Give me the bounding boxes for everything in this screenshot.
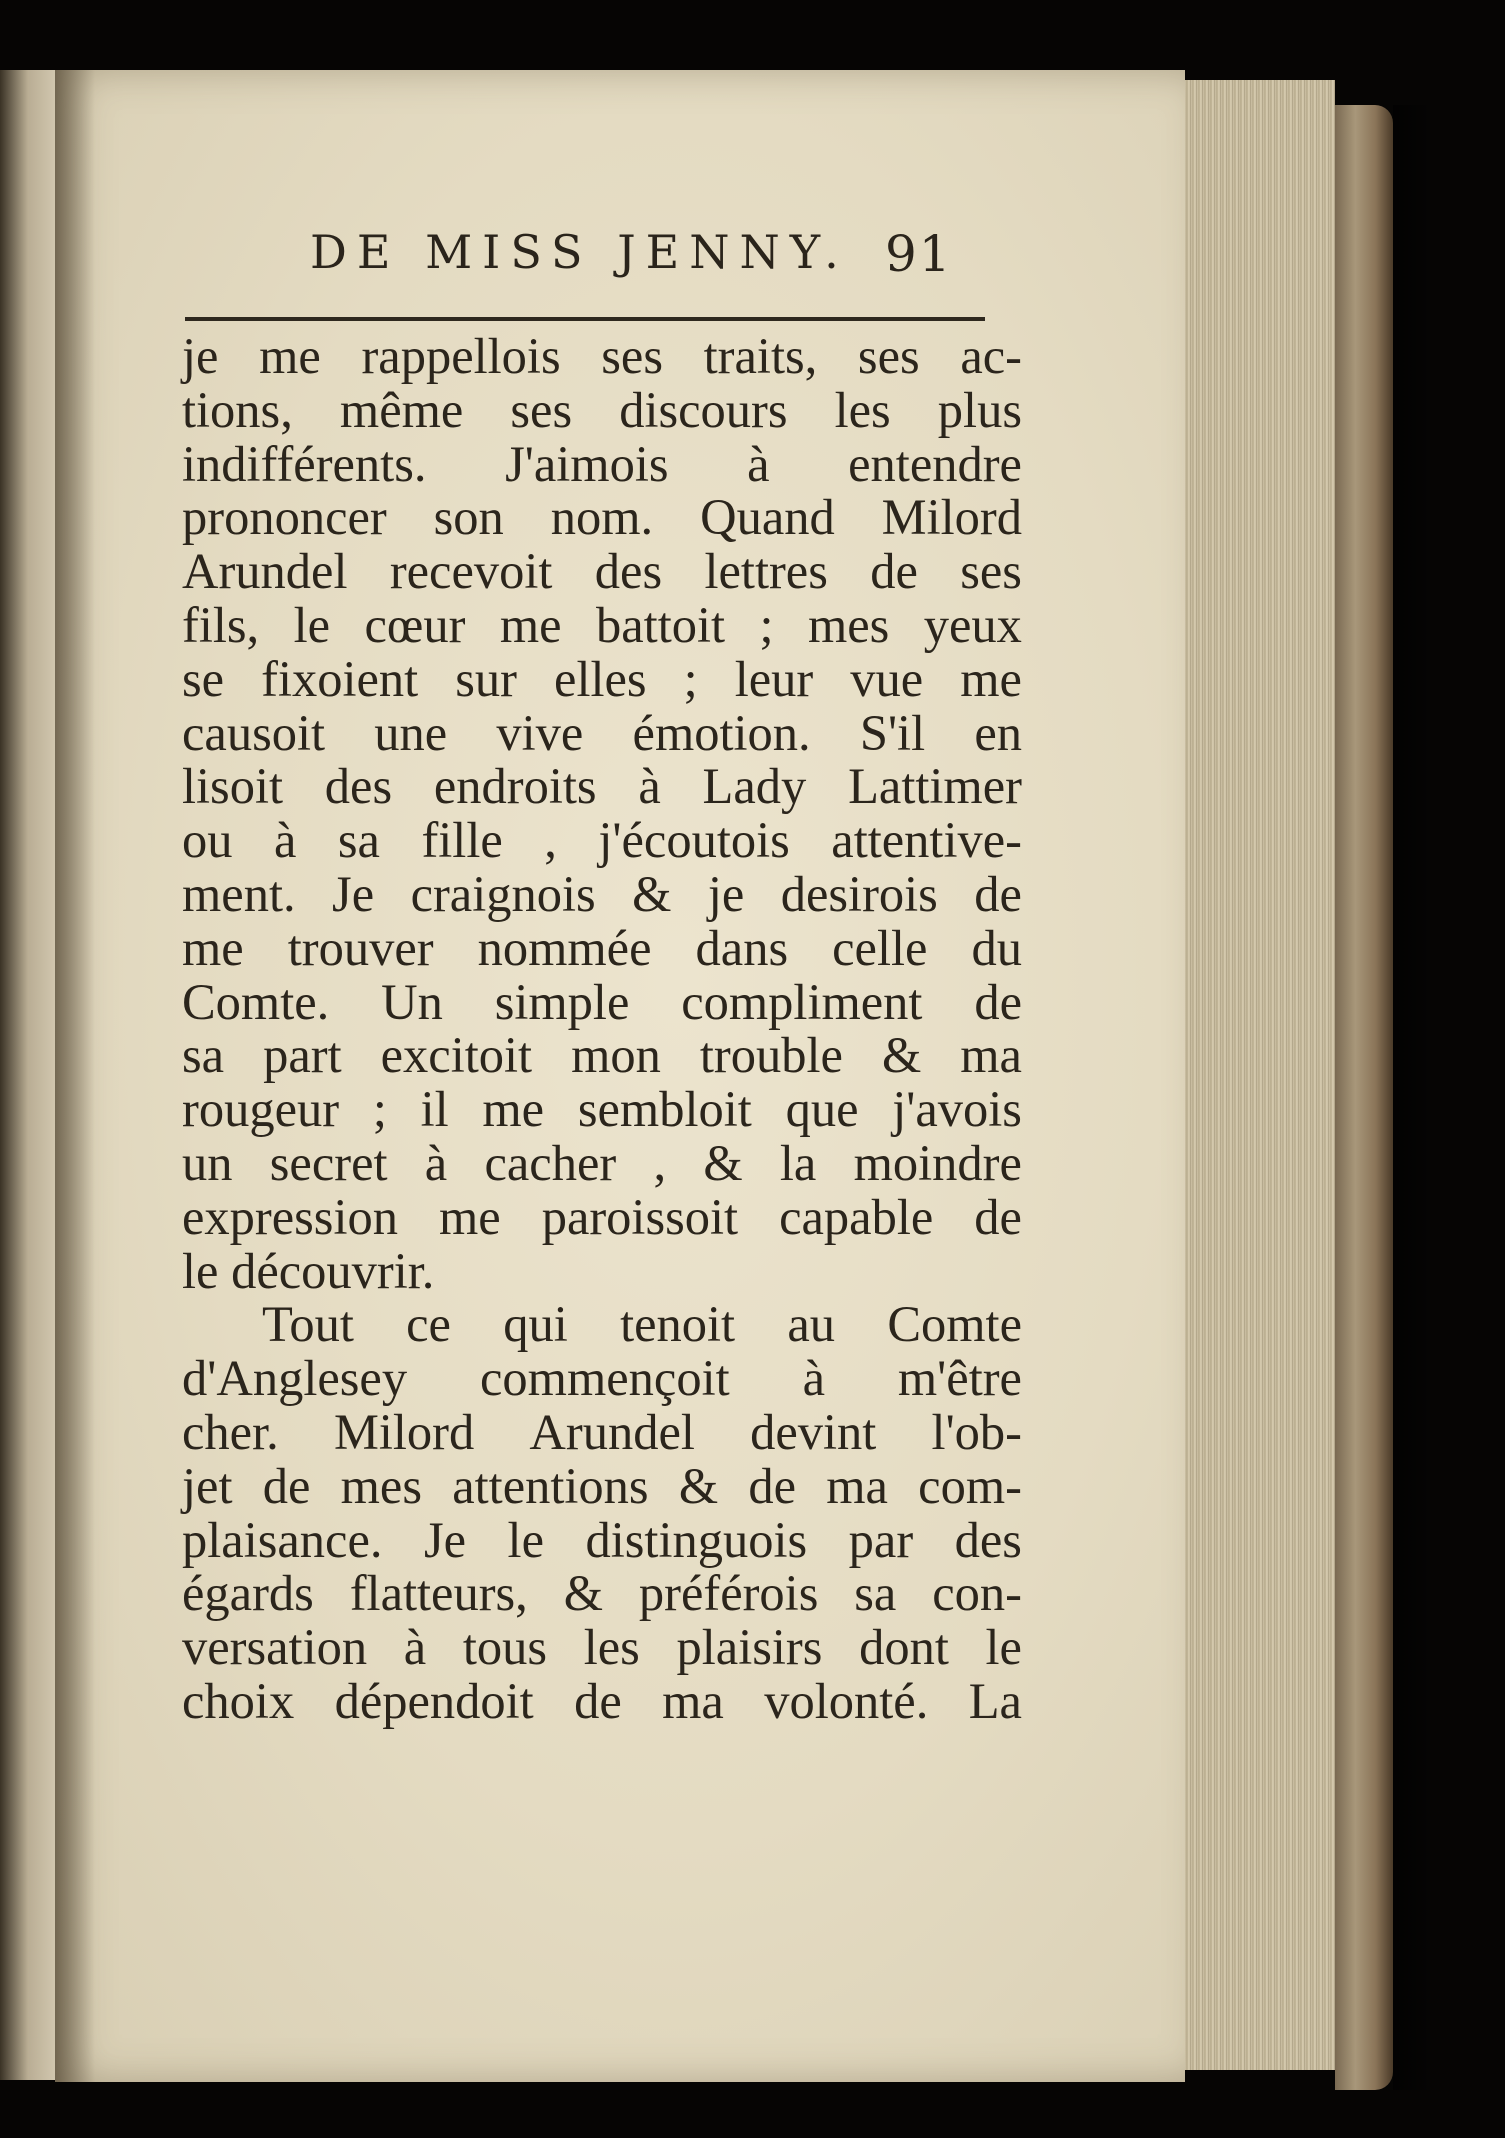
word: un — [182, 1134, 233, 1191]
word: commençoit — [480, 1350, 730, 1407]
word: ses — [510, 381, 573, 438]
text-line — [182, 1511, 1022, 1568]
word: Lady — [702, 758, 807, 815]
word: fille — [421, 812, 503, 869]
text-line — [182, 1621, 1022, 1675]
word: me — [960, 650, 1022, 707]
word: sur — [455, 650, 517, 707]
word: de — [870, 543, 918, 600]
text-line — [182, 865, 1022, 922]
running-title: DE MISS JENNY. — [310, 225, 849, 279]
word: volonté. — [764, 1672, 929, 1729]
word: tions, — [182, 381, 293, 438]
word: ma — [662, 1672, 724, 1729]
word: S'il — [859, 704, 926, 761]
word: dans — [695, 919, 789, 976]
word: de — [974, 865, 1022, 922]
word: qui — [503, 1296, 568, 1353]
word: sa — [337, 812, 380, 869]
text-line — [182, 545, 1022, 599]
word: & — [703, 1134, 743, 1191]
word: émotion. — [632, 704, 811, 761]
word: Arundel — [182, 543, 348, 600]
word: celle — [832, 919, 928, 976]
word: devint — [750, 1403, 877, 1460]
word: desirois — [780, 865, 938, 922]
word: distinguois — [585, 1511, 808, 1568]
word: J'aimois — [505, 435, 669, 492]
word: vue — [850, 650, 924, 707]
text-line — [182, 1029, 1022, 1083]
word: flatteurs, — [349, 1565, 528, 1622]
word: prononcer — [182, 489, 387, 546]
word: yeux — [923, 596, 1022, 653]
word: craignois — [410, 865, 596, 922]
word: il — [420, 1081, 449, 1138]
word: Un — [381, 973, 443, 1030]
word: m'être — [897, 1350, 1022, 1407]
word: d'Anglesey — [182, 1350, 408, 1407]
word: mon — [571, 1027, 661, 1084]
word: mes — [807, 596, 890, 653]
word: les — [583, 1619, 640, 1676]
word: égards — [182, 1565, 314, 1622]
word: causoit — [182, 704, 326, 761]
text-line — [182, 491, 1022, 545]
word: de — [974, 973, 1022, 1030]
word: vive — [496, 704, 584, 761]
word: Milord — [333, 1403, 475, 1460]
word: en — [974, 704, 1022, 761]
word: à — [273, 812, 297, 869]
word: ; — [759, 596, 774, 653]
word: tous — [462, 1619, 548, 1676]
word: le — [985, 1619, 1022, 1676]
word: nommée — [477, 919, 652, 976]
word: me — [182, 919, 244, 976]
word: les — [834, 381, 891, 438]
word: plaisirs — [676, 1619, 823, 1676]
word: Arundel — [529, 1403, 695, 1460]
word: même — [339, 381, 464, 438]
text-line — [182, 1188, 1022, 1245]
word: versation — [182, 1619, 368, 1676]
word: ; — [372, 1081, 387, 1138]
word: Quand — [700, 489, 835, 546]
word: con- — [932, 1565, 1022, 1622]
word: la — [779, 1134, 817, 1191]
word: discours — [619, 381, 788, 438]
word: j'écoutois — [598, 812, 790, 869]
word: le — [293, 596, 331, 653]
word: jet — [182, 1457, 233, 1514]
word: me — [259, 328, 321, 384]
text-line — [182, 814, 1022, 868]
word: ment. — [182, 865, 296, 922]
text-line — [182, 1298, 1022, 1352]
word: cacher — [484, 1134, 617, 1191]
word: recevoit — [389, 543, 553, 600]
word: traits, — [703, 328, 818, 384]
word: moindre — [853, 1134, 1022, 1191]
word: j'avois — [892, 1081, 1022, 1138]
word: de — [262, 1457, 311, 1514]
word: com- — [918, 1457, 1022, 1514]
word: trouble — [699, 1027, 843, 1084]
word: paroissoit — [541, 1188, 739, 1245]
word: sa — [182, 1027, 225, 1084]
word: ou — [182, 812, 233, 869]
text-line — [182, 1567, 1022, 1621]
text-line — [182, 919, 1022, 976]
text-line — [182, 1134, 1022, 1191]
word: dont — [859, 1619, 949, 1676]
word: me — [438, 1188, 501, 1245]
word: attentions — [452, 1457, 649, 1514]
word: ses — [601, 328, 663, 384]
word: sembloit — [577, 1081, 752, 1138]
word: à — [747, 435, 770, 492]
word: des — [324, 758, 393, 815]
running-head — [0, 225, 1505, 295]
word: part — [263, 1027, 342, 1084]
word: à — [802, 1350, 825, 1407]
word: à — [424, 1134, 448, 1191]
word: plaisance. — [182, 1511, 383, 1568]
word: par — [848, 1511, 914, 1568]
page-gutter-shadow — [55, 70, 95, 2082]
word: ac- — [960, 328, 1022, 384]
word: Je — [423, 1511, 467, 1568]
word: ; — [683, 650, 698, 707]
word: Tout — [262, 1296, 354, 1353]
word: simple — [494, 973, 630, 1030]
word: des — [594, 543, 663, 600]
word: mes — [340, 1457, 422, 1514]
word: , — [544, 812, 557, 869]
text-line — [182, 596, 1022, 653]
text-line — [182, 650, 1022, 707]
text-line — [182, 973, 1022, 1030]
header-rule — [185, 317, 985, 321]
word: expression — [182, 1188, 398, 1245]
word: à — [638, 758, 661, 815]
word: rougeur — [182, 1081, 340, 1138]
book-binding — [1335, 105, 1393, 2090]
word: ma — [960, 1027, 1022, 1084]
word: lettres — [704, 543, 828, 600]
text-line: le découvrir. — [182, 1242, 435, 1299]
word: tenoit — [620, 1296, 736, 1353]
word: sa — [854, 1565, 897, 1622]
word: dépendoit — [334, 1672, 534, 1729]
text-line — [182, 330, 1022, 384]
word: lisoit — [182, 758, 284, 815]
text-line — [182, 760, 1022, 814]
text-line — [182, 1457, 1022, 1514]
text-line — [182, 435, 1022, 492]
body-text — [182, 330, 1022, 1729]
word: une — [374, 704, 448, 761]
text-line — [182, 704, 1022, 761]
word: je — [182, 328, 219, 384]
word: de — [748, 1457, 796, 1514]
word: & — [678, 1457, 719, 1514]
word: ses — [960, 543, 1022, 600]
word: Comte — [887, 1296, 1022, 1353]
word: Milord — [881, 489, 1022, 546]
word: au — [787, 1296, 836, 1353]
word: à — [403, 1619, 427, 1676]
word: des — [954, 1511, 1022, 1568]
word: & — [881, 1027, 922, 1084]
word: battoit — [596, 596, 726, 653]
word: choix — [182, 1672, 295, 1729]
word: de — [974, 1188, 1022, 1245]
word: secret — [269, 1134, 388, 1191]
left-page-edge — [0, 70, 62, 2080]
word: elles — [554, 650, 647, 707]
word: indifférents. — [182, 435, 427, 492]
word: que — [785, 1081, 859, 1138]
word: , — [653, 1134, 667, 1191]
word: l'ob- — [931, 1403, 1022, 1460]
word: Comte. — [182, 973, 330, 1030]
word: Lattimer — [848, 758, 1022, 815]
word: du — [971, 919, 1022, 976]
word: La — [968, 1672, 1022, 1729]
word: ce — [406, 1296, 451, 1353]
text-line — [182, 1403, 1022, 1460]
word: cher. — [182, 1403, 279, 1460]
word: & — [632, 865, 672, 922]
word: préférois — [638, 1565, 819, 1622]
word: endroits — [433, 758, 597, 815]
binding-shadow — [1393, 105, 1433, 2090]
word: nom. — [550, 489, 654, 546]
page-block-edges — [1185, 80, 1335, 2070]
word: cœur — [364, 596, 466, 653]
word: ma — [826, 1457, 888, 1514]
page-number: 91 — [885, 225, 953, 283]
text-line — [182, 381, 1022, 438]
word: leur — [734, 650, 814, 707]
word: me — [499, 596, 562, 653]
word: rappellois — [361, 328, 561, 384]
word: fils, — [182, 596, 260, 653]
word: fixoient — [261, 650, 419, 707]
word: me — [482, 1081, 545, 1138]
word: ses — [857, 328, 920, 384]
word: Je — [332, 865, 375, 922]
text-line — [182, 1672, 1022, 1729]
word: son — [433, 489, 504, 546]
word: je — [707, 865, 745, 922]
word: plus — [937, 381, 1022, 438]
text-line — [182, 1352, 1022, 1406]
word: trouver — [287, 919, 434, 976]
word: entendre — [848, 435, 1022, 492]
word: excitoit — [380, 1027, 533, 1084]
word: & — [563, 1565, 603, 1622]
word: capable — [779, 1188, 934, 1245]
word: le — [507, 1511, 544, 1568]
word: de — [574, 1672, 622, 1729]
word: compliment — [681, 973, 923, 1030]
word: se — [182, 650, 225, 707]
text-line — [182, 1083, 1022, 1137]
word: attentive- — [831, 812, 1022, 869]
